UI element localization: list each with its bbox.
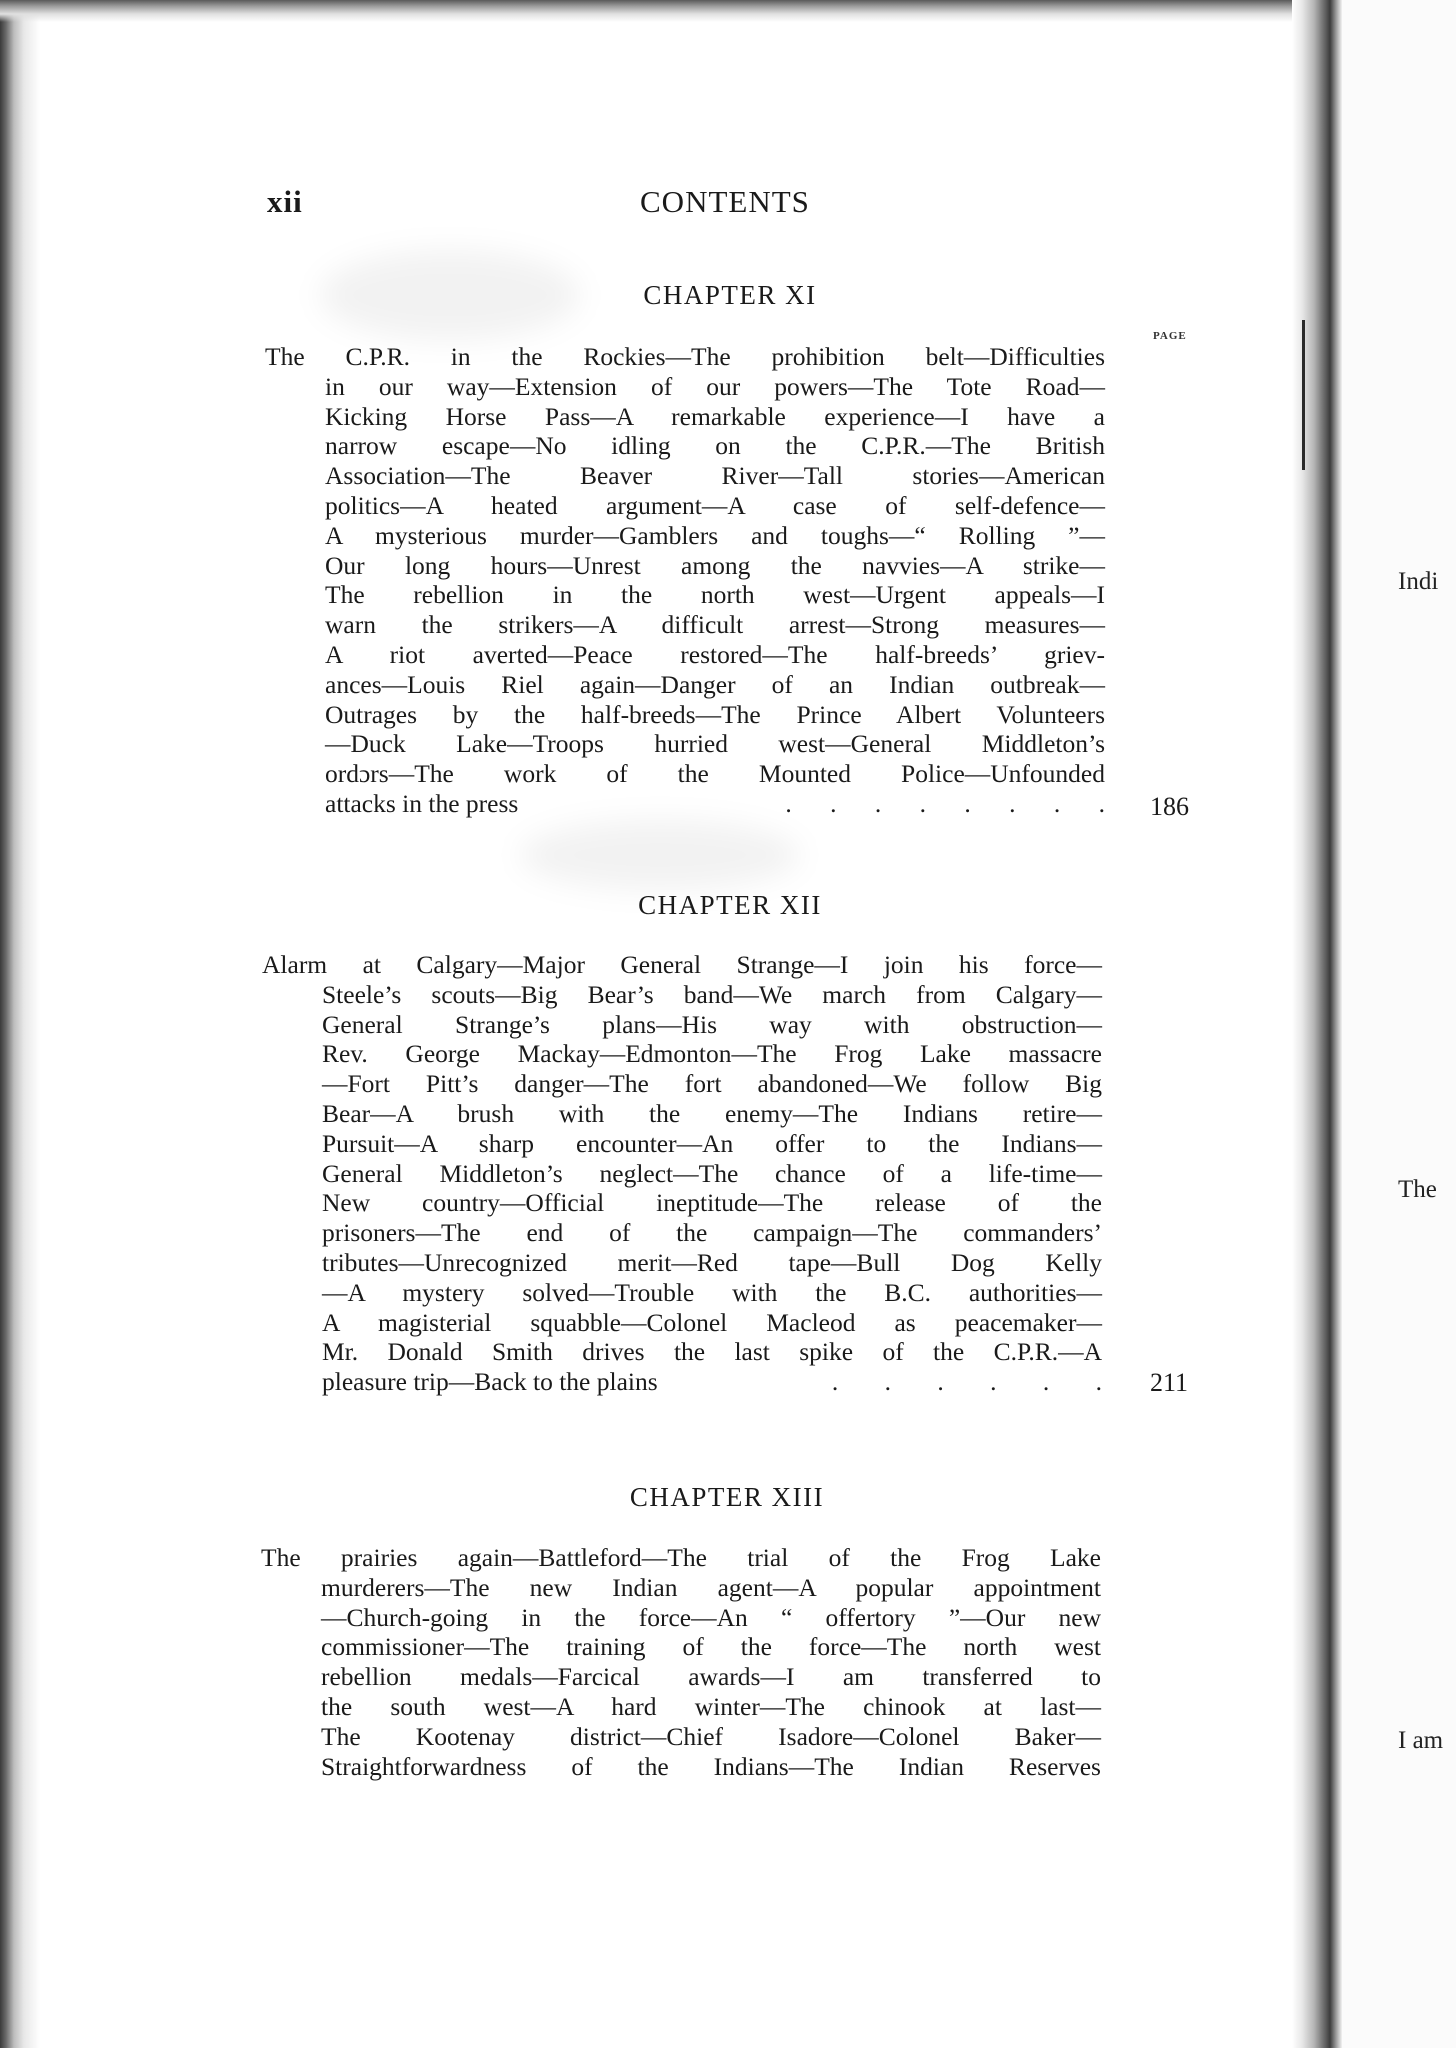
summary-line: commissioner—The training of the force—The north west [321, 1632, 1101, 1662]
chapter-summary [261, 1543, 1101, 1781]
summary-line: the south west—A hard winter—The chinook at last— [321, 1691, 1101, 1721]
summary-line: Pursuit—A sharp encounter—An offer to the Indians— [322, 1128, 1102, 1158]
facing-page-fragment: The [1398, 1176, 1437, 1203]
summary-line: The prairies again—Battleford—The trial of the Frog Lake [261, 1543, 1101, 1572]
dot-leaders: . . . . . . [831, 1367, 1102, 1397]
summary-line: The C.P.R. in the Rockies—The prohibition belt—Difficulties [265, 342, 1105, 371]
summary-line: —A mystery solved—Trouble with the B.C. authorities— [322, 1277, 1102, 1307]
summary-line: General Strange’s plans—His way with obstruction— [322, 1009, 1102, 1039]
summary-line: Bear—A brush with the enemy—The Indians retire— [322, 1098, 1102, 1128]
gutter-shadow [1302, 320, 1305, 470]
summary-line: murderers—The new Indian agent—A popular appointment [321, 1572, 1101, 1602]
summary-last-line [262, 1367, 1102, 1397]
summary-last-line [265, 789, 1105, 819]
chapter-heading: CHAPTER XII [638, 890, 822, 920]
summary-line: —Fort Pitt’s danger—The fort abandoned—We follow Big [322, 1069, 1102, 1099]
page-reference: 211 [1150, 1368, 1189, 1397]
chapter-summary [262, 950, 1102, 1397]
summary-line: attacks in the press [325, 788, 519, 818]
summary-line: General Middleton’s neglect—The chance of a life-time— [322, 1158, 1102, 1188]
summary-line: Alarm at Calgary—Major General Strange—I join his force— [262, 950, 1102, 979]
summary-line: —Duck Lake—Troops hurried west—General Middleton’s [325, 729, 1105, 759]
summary-line: ordɔrs—The work of the Mounted Police—Unfounded [325, 759, 1105, 789]
summary-line: pleasure trip—Back to the plains [322, 1367, 658, 1397]
summary-line: ances—Louis Riel again—Danger of an Indian outbreak— [325, 669, 1105, 699]
chapter-heading: CHAPTER XI [643, 280, 817, 310]
facing-page-fragment: Indi [1398, 568, 1439, 595]
book-gutter [1292, 0, 1342, 2048]
summary-line: rebellion medals—Farcical awards—I am transferred to [321, 1662, 1101, 1692]
summary-line: Rev. George Mackay—Edmonton—The Frog Lake massacre [322, 1039, 1102, 1069]
summary-line: Kicking Horse Pass—A remarkable experience—I have a [325, 401, 1105, 431]
paper-stain [520, 820, 800, 890]
dot-leaders: . . . . . . . . [785, 788, 1105, 818]
summary-line: The Kootenay district—Chief Isadore—Colonel Baker— [321, 1721, 1101, 1751]
summary-line: New country—Official ineptitude—The release of the [322, 1188, 1102, 1218]
summary-line: narrow escape—No idling on the C.P.R.—The British [325, 431, 1105, 461]
summary-line: warn the strikers—A difficult arrest—Strong measures— [325, 610, 1105, 640]
summary-line: tributes—Unrecognized merit—Red tape—Bull Dog Kelly [322, 1247, 1102, 1277]
summary-line: The rebellion in the north west—Urgent appeals—I [325, 580, 1105, 610]
summary-line: A mysterious murder—Gamblers and toughs—“ Rolling ”— [325, 520, 1105, 550]
summary-line: A magisterial squabble—Colonel Macleod as peacemaker— [322, 1307, 1102, 1337]
summary-line: Mr. Donald Smith drives the last spike of the C.P.R.—A [322, 1337, 1102, 1367]
summary-line: prisoners—The end of the campaign—The commanders’ [322, 1218, 1102, 1248]
page-title: CONTENTS [640, 184, 810, 219]
summary-line: Our long hours—Unrest among the navvies—A strike— [325, 550, 1105, 580]
facing-page [1342, 0, 1456, 2048]
summary-line: A riot averted—Peace restored—The half-breeds’ griev- [325, 639, 1105, 669]
summary-line: politics—A heated argument—A case of self-defence— [325, 490, 1105, 520]
chapter-heading: CHAPTER XIII [629, 1482, 825, 1512]
page-column-label: PAGE [1153, 330, 1187, 342]
page-number: xii [267, 184, 303, 219]
facing-page-fragment: I am [1398, 1727, 1444, 1754]
summary-line: in our way—Extension of our powers—The Tote Road— [325, 371, 1105, 401]
summary-line: —Church-going in the force—An “ offertory ”—Our new [321, 1602, 1101, 1632]
page-reference: 186 [1150, 792, 1189, 821]
summary-line: Association—The Beaver River—Tall stories—American [325, 461, 1105, 491]
summary-line: Outrages by the half-breeds—The Prince Albert Volunteers [325, 699, 1105, 729]
summary-line: Steele’s scouts—Big Bear’s band—We march from Calgary— [322, 979, 1102, 1009]
chapter-summary [265, 342, 1105, 819]
summary-line: Straightforwardness of the Indians—The Indian Reserves [321, 1751, 1101, 1781]
